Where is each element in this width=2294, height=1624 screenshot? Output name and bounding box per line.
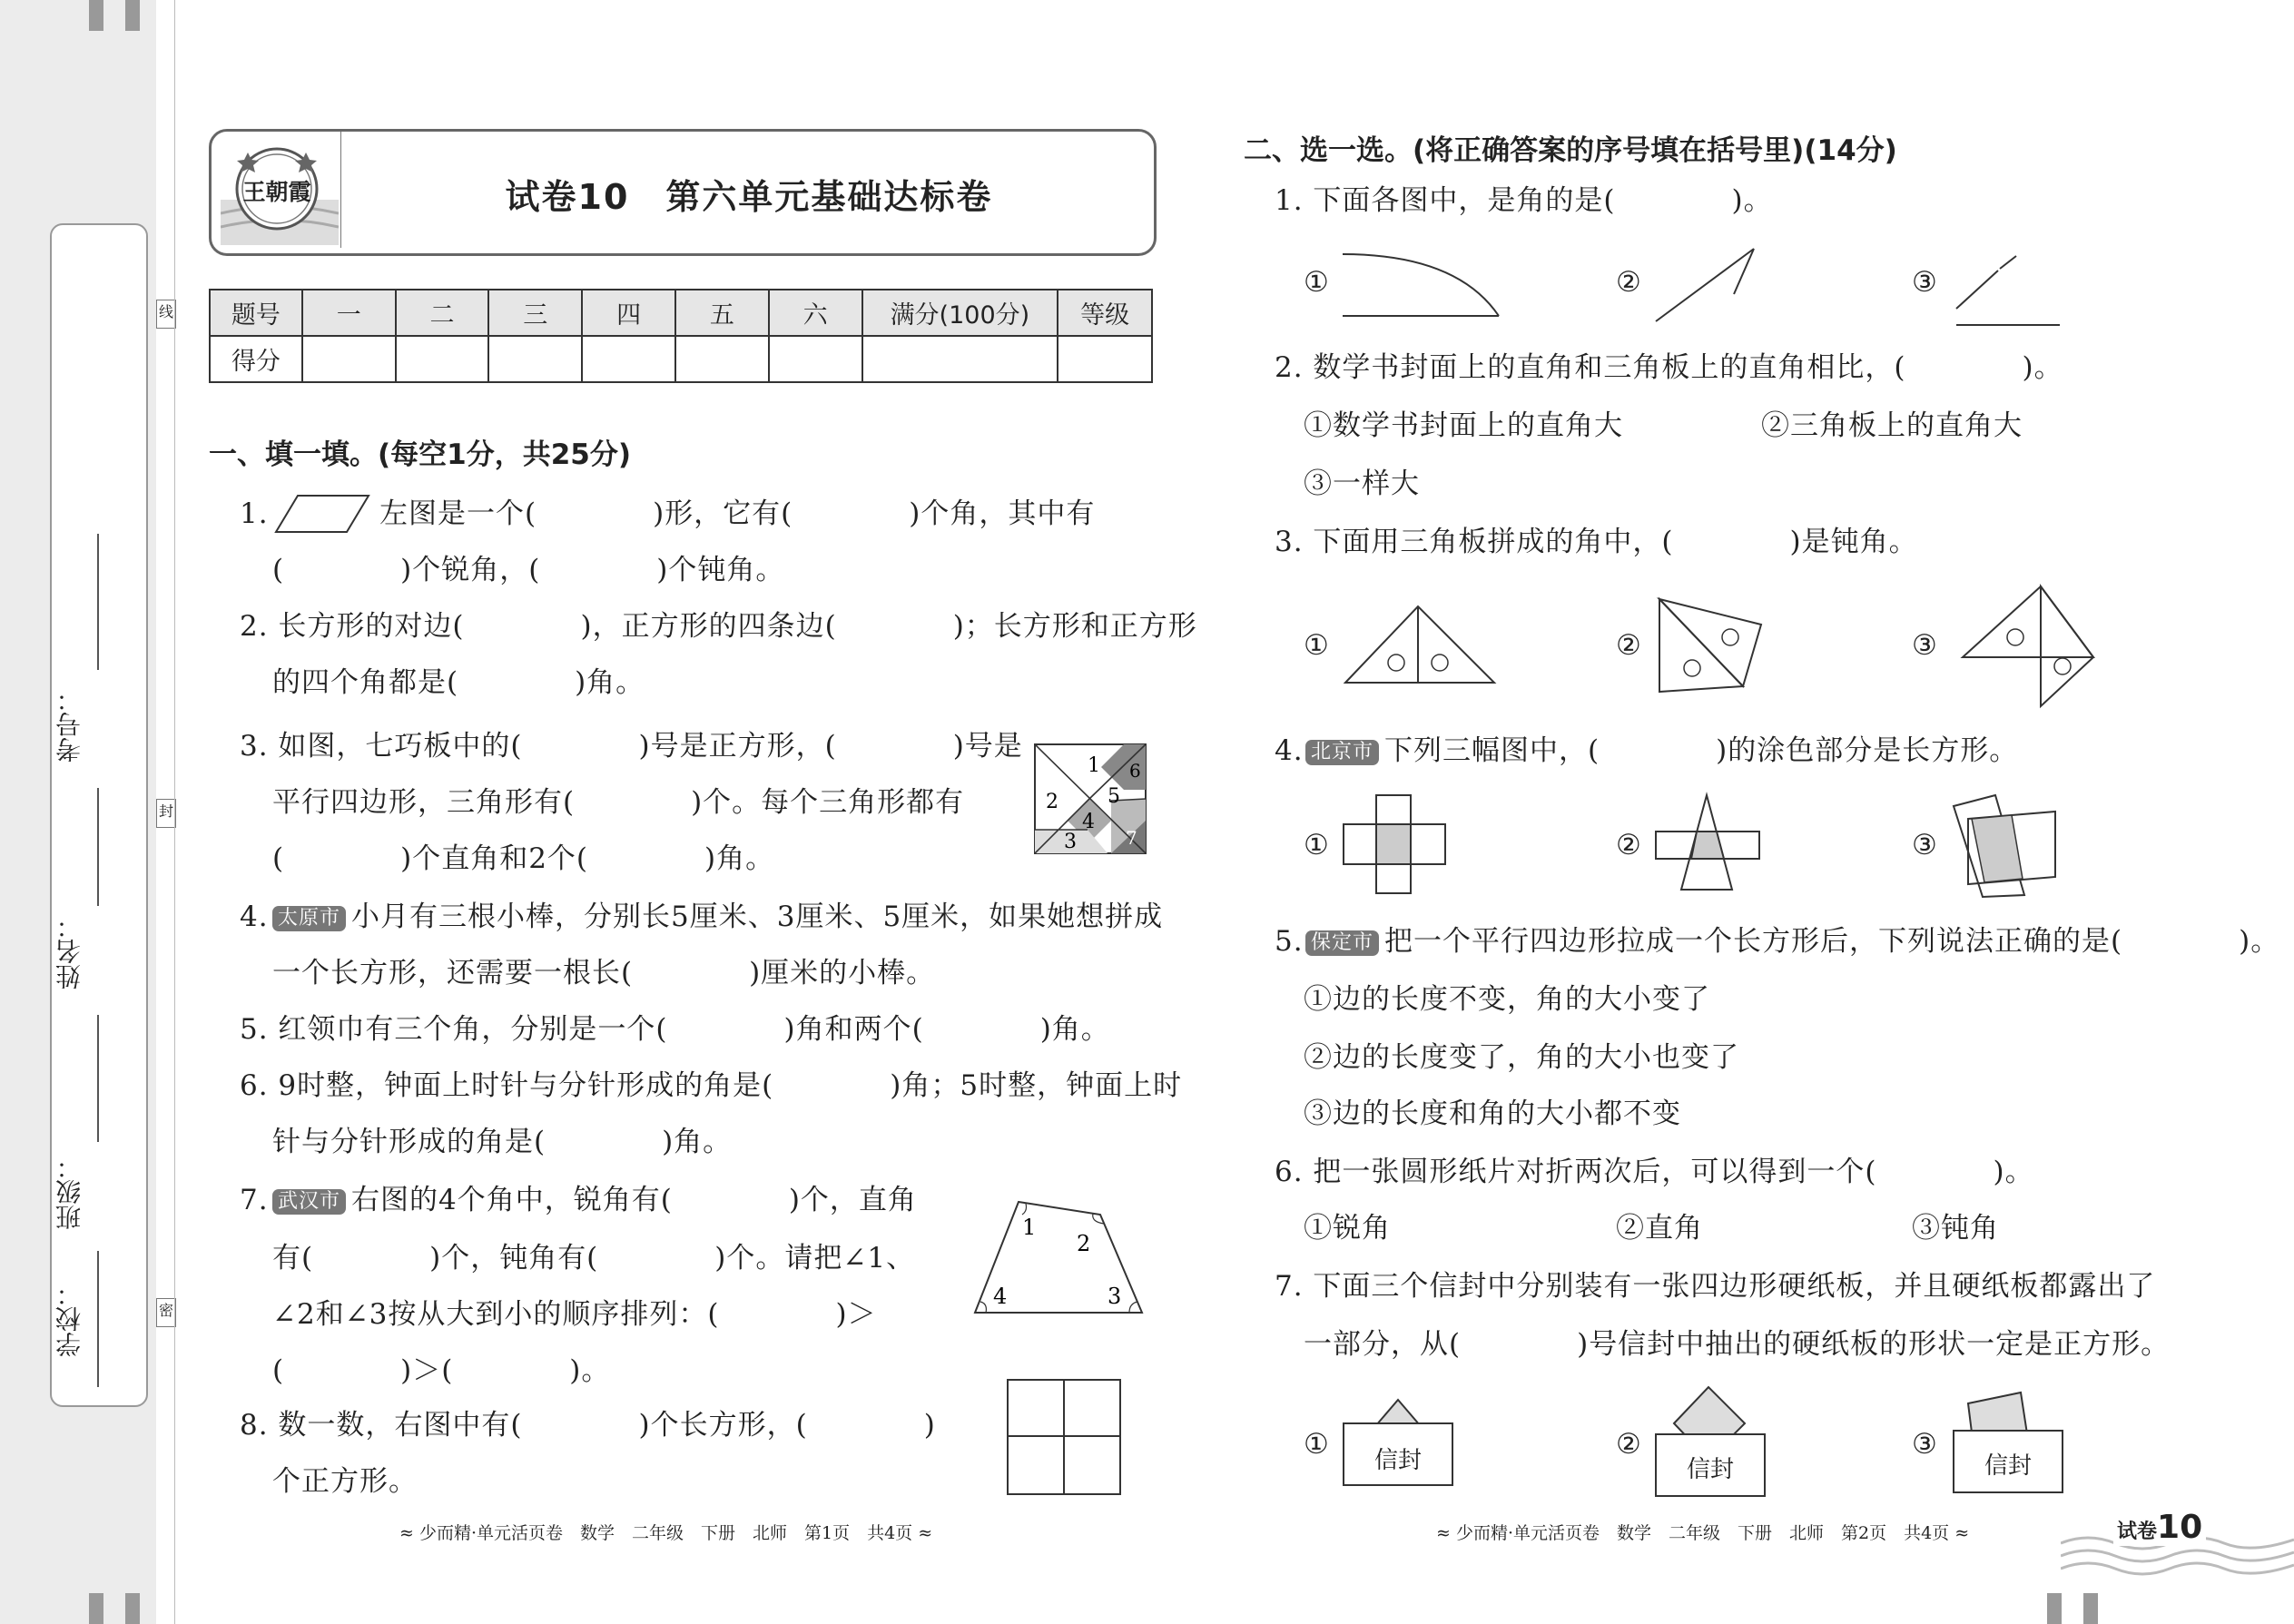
score-cell[interactable] bbox=[488, 336, 582, 382]
q6-option3: ③钝角 bbox=[1912, 1212, 1999, 1245]
angle-label: 3 bbox=[1108, 1284, 1122, 1309]
q6-option1: ①锐角 bbox=[1304, 1212, 1391, 1245]
header-divider bbox=[340, 132, 341, 248]
question-number: 4. bbox=[1275, 734, 1304, 767]
footer-right: ≈ 少而精·单元活页卷 数学 二年级 下册 北师 第2页 共4页 ≈ bbox=[1436, 1523, 1970, 1543]
table-header-cell: 三 bbox=[488, 290, 582, 336]
q7-line3: ∠2和∠3按从大到小的顺序排列：( )＞ bbox=[272, 1298, 877, 1331]
s2-q1: 1. 下面各图中，是角的是( )。 bbox=[1275, 184, 1773, 217]
school-label: 学校： bbox=[54, 1281, 84, 1357]
q2-option3: ③一样大 bbox=[1304, 468, 1420, 500]
table-header-cell: 五 bbox=[675, 290, 769, 336]
brand-logo bbox=[221, 136, 339, 245]
envelope-3 bbox=[1952, 1389, 2064, 1496]
crop-mark bbox=[125, 0, 140, 31]
tangram-label: 6 bbox=[1129, 760, 1141, 782]
q4-line2: 一个长方形，还需要一根长( )厘米的小棒。 bbox=[272, 957, 936, 989]
q2-option2: ②三角板上的直角大 bbox=[1761, 409, 2023, 442]
q6-option2: ②直角 bbox=[1616, 1212, 1703, 1245]
seal-mark: 封 bbox=[156, 799, 176, 828]
q4-figure3 bbox=[1950, 792, 2059, 899]
q3-figure2 bbox=[1656, 595, 1765, 697]
city-badge: 太原市 bbox=[272, 906, 346, 931]
question-number: 5. bbox=[1275, 925, 1304, 958]
q6-line2: 针与分针形成的角是( )角。 bbox=[272, 1126, 733, 1158]
city-badge: 北京市 bbox=[1305, 740, 1379, 765]
s2-q7-line1: 7. 下面三个信封中分别装有一张四边形硬纸板，并且硬纸板都露出了 bbox=[1275, 1270, 2156, 1303]
q8-line2: 个正方形。 bbox=[272, 1465, 418, 1498]
q7-line2: 有( )个，钝角有( )个。请把∠1、 bbox=[272, 1242, 916, 1275]
score-cell[interactable] bbox=[582, 336, 675, 382]
q3-line3: ( )个直角和2个( )角。 bbox=[272, 842, 775, 875]
q1-line1: 左图是一个( )形，它有( )个角，其中有 bbox=[379, 497, 1096, 530]
q4-figure1 bbox=[1342, 793, 1447, 895]
city-badge: 保定市 bbox=[1305, 930, 1379, 956]
section2-heading: 二、选一选。(将正确答案的序号填在括号里)(14分) bbox=[1244, 134, 1897, 167]
brand-text: 王朝霞 bbox=[242, 179, 311, 205]
q7-line1: 武汉市 右图的4个角中，锐角有( )个，直角 bbox=[271, 1172, 917, 1228]
table-header-cell: 题号 bbox=[210, 290, 302, 336]
q2-option1: ①数学书封面上的直角大 bbox=[1304, 409, 1623, 442]
q1-figure-arc bbox=[1339, 247, 1502, 329]
q1-figure-angle bbox=[1652, 245, 1761, 327]
q3-line2: 平行四边形，三角形有( )个。每个三角形都有 bbox=[272, 786, 965, 819]
score-cell[interactable] bbox=[862, 336, 1058, 382]
score-row-label: 得分 bbox=[210, 336, 302, 382]
score-table bbox=[209, 289, 1153, 383]
s2-q6: 6. 把一张圆形纸片对折两次后，可以得到一个( )。 bbox=[1275, 1156, 2034, 1188]
question-number: 7. bbox=[240, 1184, 269, 1216]
envelope-2 bbox=[1654, 1383, 1767, 1498]
rectangle-grid-figure bbox=[1006, 1378, 1124, 1498]
angle-label: 1 bbox=[1022, 1215, 1037, 1240]
exam-no-label: 考号： bbox=[54, 686, 84, 763]
crop-mark bbox=[125, 1593, 140, 1624]
score-cell[interactable] bbox=[1058, 336, 1152, 382]
tangram-label: 1 bbox=[1088, 754, 1100, 777]
page-tag: 试卷10 bbox=[2113, 1509, 2206, 1546]
q1-line2: ( )个锐角，( )个钝角。 bbox=[272, 554, 785, 586]
tangram-label: 7 bbox=[1126, 827, 1137, 849]
envelope-label: 信封 bbox=[1686, 1456, 1734, 1483]
table-header-cell: 满分(100分) bbox=[862, 290, 1058, 336]
name-label: 姓名： bbox=[54, 913, 84, 989]
table-header-cell: 一 bbox=[302, 290, 396, 336]
crop-mark bbox=[2047, 1593, 2062, 1624]
q4-line1: 太原市 小月有三根小棒，分别长5厘米、3厘米、5厘米，如果她想拼成 bbox=[271, 889, 1163, 945]
table-header-cell: 六 bbox=[769, 290, 862, 336]
angle-label: 2 bbox=[1077, 1231, 1091, 1256]
q5-line: 5. 红领巾有三个角，分别是一个( )角和两个( )角。 bbox=[240, 1013, 1110, 1046]
s2-q7-line2: 一部分，从( )号信封中抽出的硬纸板的形状一定是正方形。 bbox=[1304, 1328, 2171, 1361]
s2-q3: 3. 下面用三角板拼成的角中，( )是钝角。 bbox=[1275, 526, 1918, 558]
q3-figure1 bbox=[1342, 603, 1498, 686]
question-number: 1. bbox=[240, 497, 269, 530]
score-cell[interactable] bbox=[302, 336, 396, 382]
option-marker: ③ bbox=[1912, 266, 1938, 299]
city-badge: 武汉市 bbox=[272, 1189, 346, 1215]
option-marker: ① bbox=[1304, 829, 1330, 861]
option-marker: ② bbox=[1616, 629, 1642, 662]
option-marker: ③ bbox=[1912, 1428, 1938, 1461]
table-header-cell: 二 bbox=[396, 290, 489, 336]
tangram-figure bbox=[1033, 743, 1149, 857]
tangram-label: 2 bbox=[1046, 791, 1058, 813]
q6-line1: 6. 9时整，钟面上时针与分针形成的角是( )角；5时整，钟面上时 bbox=[240, 1069, 1183, 1102]
class-field[interactable] bbox=[97, 1015, 99, 1142]
s2-q2: 2. 数学书封面上的直角和三角板上的直角相比，( )。 bbox=[1275, 351, 2063, 384]
option-marker: ① bbox=[1304, 266, 1330, 299]
s2-q4: 北京市 下列三幅图中，( )的涂色部分是长方形。 bbox=[1304, 723, 2018, 779]
exam-no-field[interactable] bbox=[97, 534, 99, 670]
envelope-label: 信封 bbox=[1984, 1452, 2032, 1480]
envelope-label: 信封 bbox=[1373, 1447, 1422, 1474]
crop-mark bbox=[89, 0, 103, 31]
score-cell[interactable] bbox=[396, 336, 489, 382]
option-marker: ② bbox=[1616, 266, 1642, 299]
page-title: 试卷10 第六单元基础达标卷 bbox=[505, 177, 993, 217]
section1-heading: 一、填一填。(每空1分，共25分) bbox=[209, 438, 632, 471]
q2-line2: 的四个角都是( )角。 bbox=[272, 666, 645, 699]
seal-mark: 线 bbox=[156, 300, 176, 329]
table-header-cell: 四 bbox=[582, 290, 675, 336]
q2-line1: 2. 长方形的对边( )，正方形的四条边( )；长方形和正方形 bbox=[240, 610, 1197, 643]
option-marker: ③ bbox=[1912, 829, 1938, 861]
tangram-label: 3 bbox=[1064, 831, 1077, 853]
quadrilateral-angles-figure bbox=[970, 1189, 1151, 1318]
option-marker: ② bbox=[1616, 829, 1642, 861]
parallelogram-figure bbox=[272, 492, 372, 536]
tangram-label: 4 bbox=[1082, 811, 1095, 833]
q5-option2: ②边的长度变了，角的大小也变了 bbox=[1304, 1041, 1739, 1074]
q5-option1: ①边的长度不变，角的大小变了 bbox=[1304, 983, 1710, 1016]
tangram-label: 5 bbox=[1108, 785, 1120, 808]
seal-mark: 密 bbox=[156, 1298, 176, 1327]
q5-option3: ③边的长度和角的大小都不变 bbox=[1304, 1097, 1681, 1130]
q7-line4: ( )＞( )。 bbox=[272, 1354, 611, 1387]
class-label: 班级： bbox=[54, 1154, 84, 1230]
option-marker: ① bbox=[1304, 629, 1330, 662]
fold-line bbox=[174, 0, 175, 1624]
name-field[interactable] bbox=[97, 788, 99, 906]
footer-left: ≈ 少而精·单元活页卷 数学 二年级 下册 北师 第1页 共4页 ≈ bbox=[399, 1523, 933, 1543]
crop-mark bbox=[2083, 1593, 2098, 1624]
table-header-cell: 等级 bbox=[1058, 290, 1152, 336]
q4-figure2 bbox=[1654, 792, 1761, 893]
score-cell[interactable] bbox=[769, 336, 862, 382]
student-info-box bbox=[50, 223, 148, 1407]
q1-figure-separated bbox=[1947, 252, 2065, 329]
q3-figure3 bbox=[1959, 583, 2095, 712]
crop-mark bbox=[89, 1593, 103, 1624]
q3-line1: 3. 如图，七巧板中的( )号是正方形，( )号是 bbox=[240, 730, 1023, 763]
question-number: 4. bbox=[240, 901, 269, 933]
option-marker: ③ bbox=[1912, 629, 1938, 662]
score-cell[interactable] bbox=[675, 336, 769, 382]
option-marker: ① bbox=[1304, 1428, 1330, 1461]
q8-line1: 8. 数一数，右图中有( )个长方形，( ) bbox=[240, 1409, 936, 1442]
s2-q5: 保定市 把一个平行四边形拉成一个长方形后，下列说法正确的是( )。 bbox=[1304, 913, 2279, 969]
envelope-1 bbox=[1342, 1396, 1454, 1487]
angle-label: 4 bbox=[993, 1284, 1008, 1309]
option-marker: ② bbox=[1616, 1428, 1642, 1461]
